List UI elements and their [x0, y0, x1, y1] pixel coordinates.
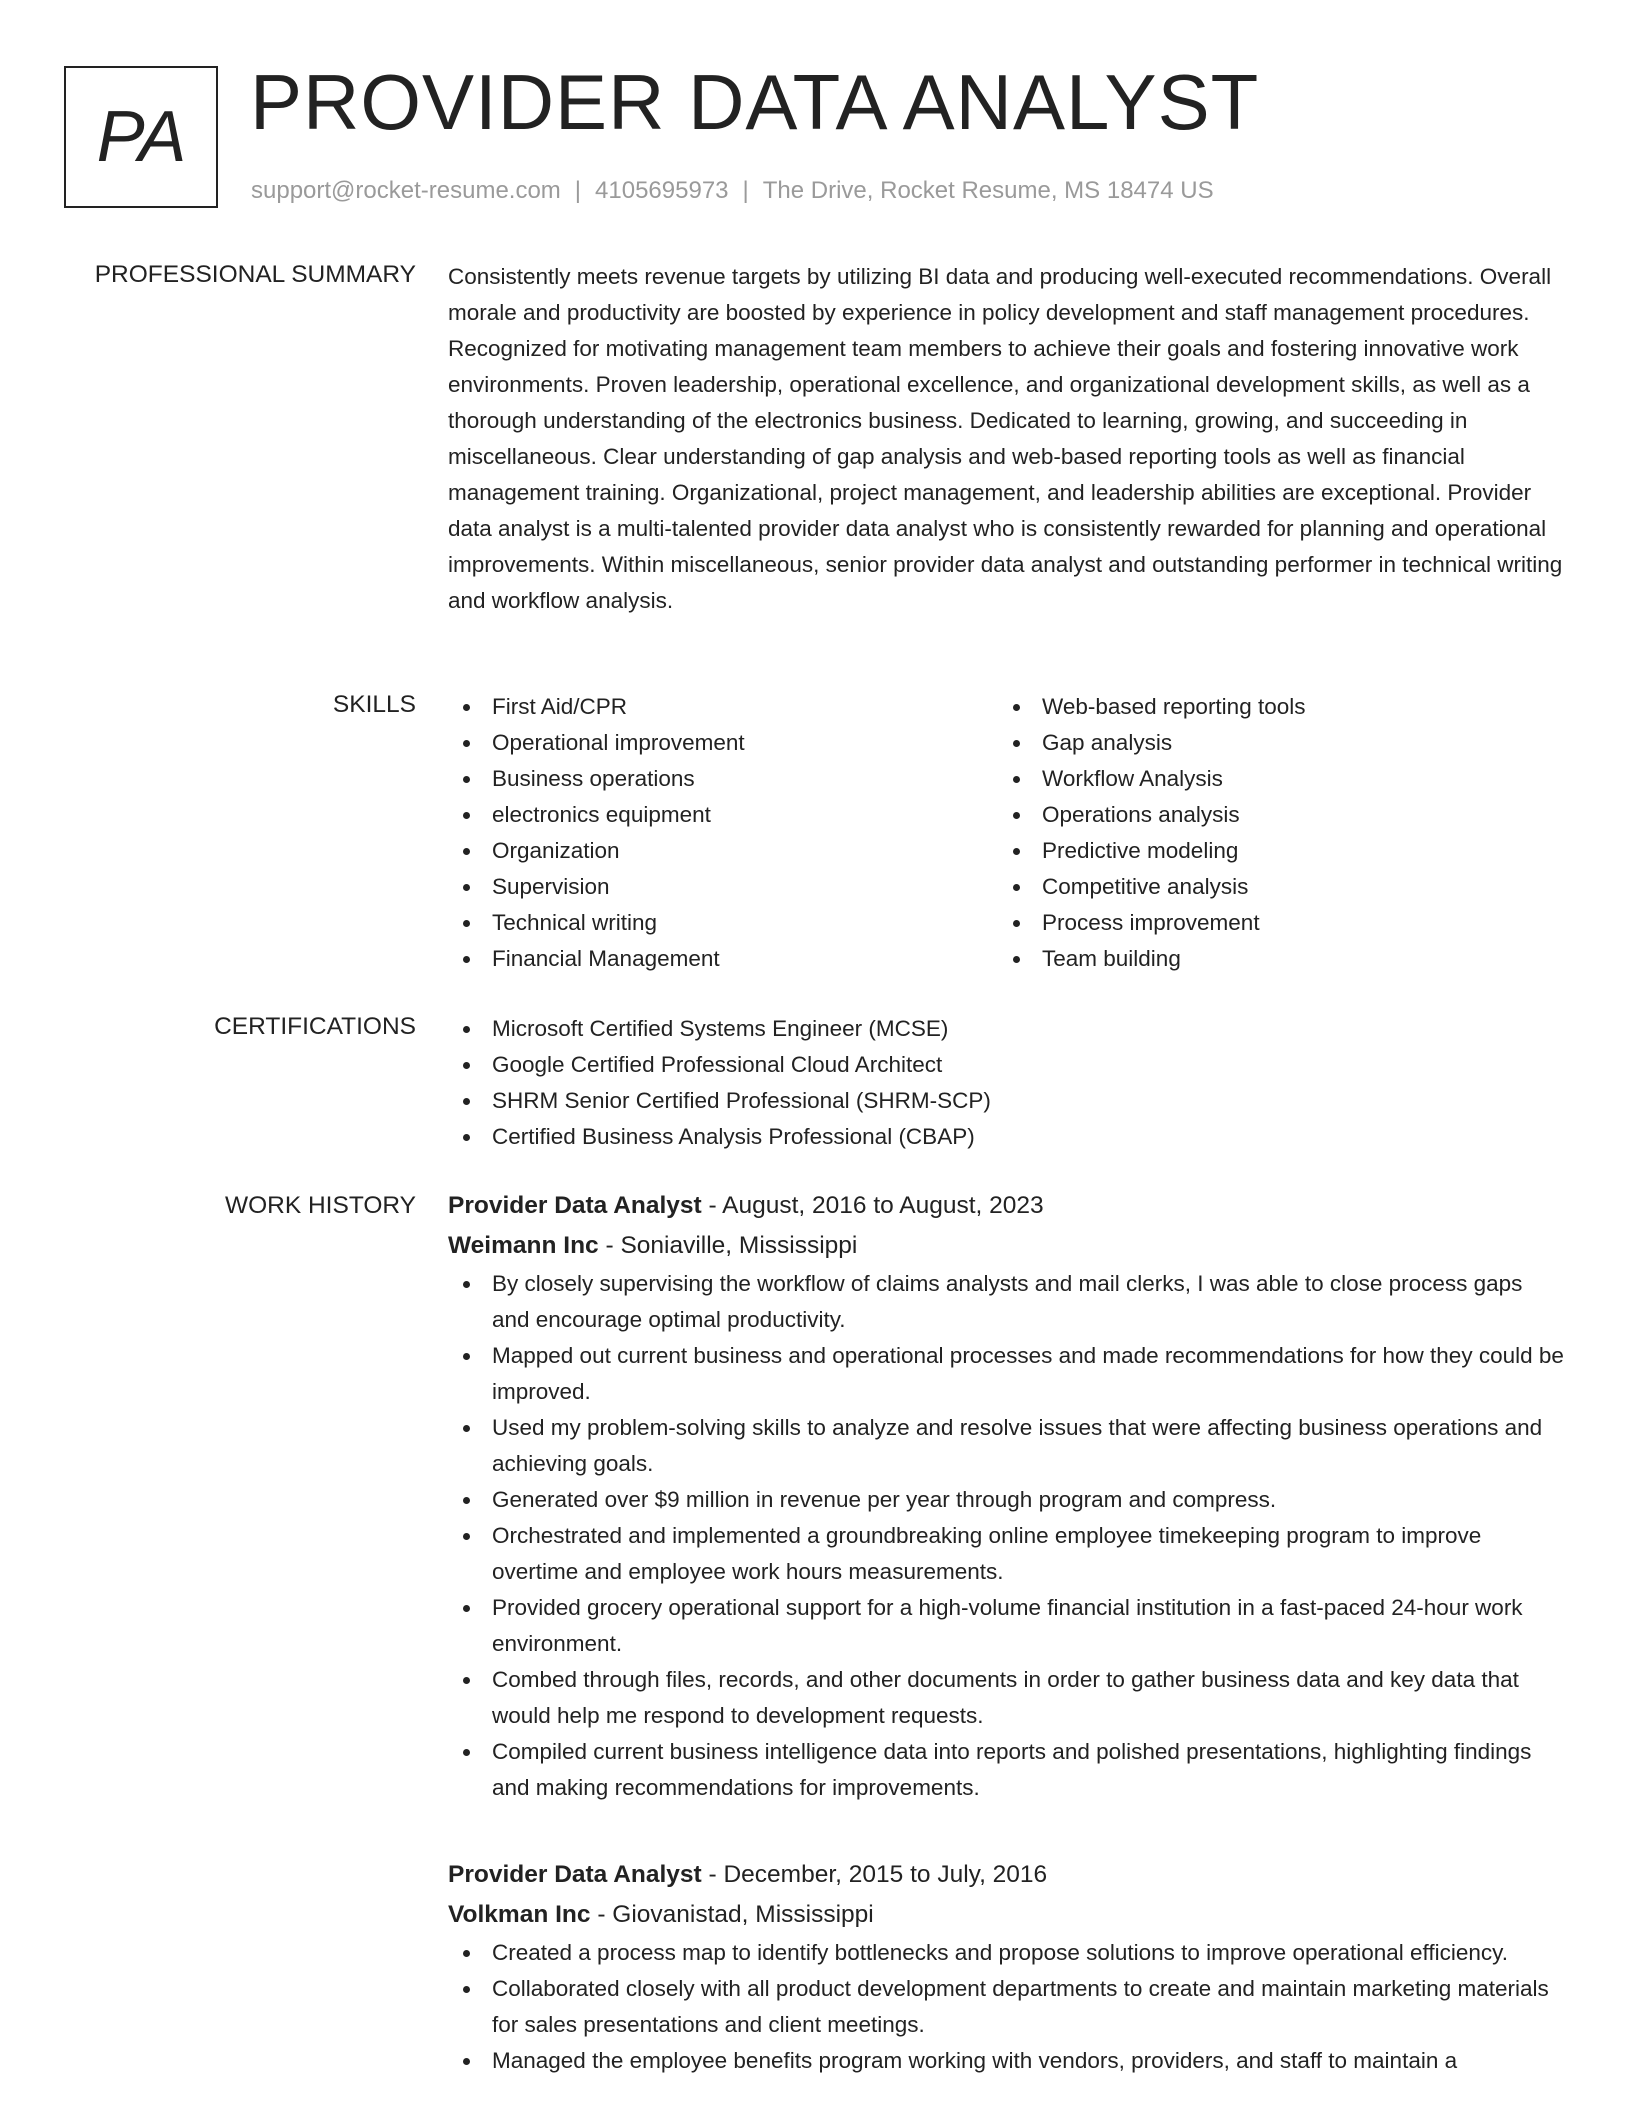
job-entry	[448, 1186, 1566, 1806]
job-location: - Giovanistad, Mississippi	[590, 1901, 874, 1928]
skills-heading: SKILLS	[332, 691, 416, 718]
job-title: Provider Data Analyst	[448, 1861, 702, 1888]
job-duty: Managed the employee benefits program working with vendors, providers, and staff to maintain a	[448, 2043, 1566, 2079]
job-duty: Collaborated closely with all product development departments to create and maintain marketing materials for sales presentations and client meetings.	[448, 1971, 1566, 2043]
work-history-heading: WORK HISTORY	[224, 1192, 416, 1219]
job-company: Weimann Inc	[448, 1232, 599, 1259]
job-duty: Combed through files, records, and other documents in order to gather business data and key data that would help me respond to development requests.	[448, 1662, 1566, 1734]
skill-item: Technical writing	[448, 905, 968, 941]
skills-list-right	[998, 689, 1518, 977]
skill-item: Process improvement	[998, 905, 1518, 941]
skill-item: Competitive analysis	[998, 869, 1518, 905]
skill-item: Web-based reporting tools	[998, 689, 1518, 725]
certification-item: Certified Business Analysis Professional (CBAP)	[448, 1119, 1566, 1155]
job-duty: Created a process map to identify bottlenecks and propose solutions to improve operational efficiency.	[448, 1935, 1566, 1971]
skill-item: electronics equipment	[448, 797, 968, 833]
contact-address: The Drive, Rocket Resume, MS 18474 US	[762, 177, 1214, 204]
certification-item: Microsoft Certified Systems Engineer (MCSE)	[448, 1011, 1566, 1047]
contact-phone: 4105695973	[595, 177, 729, 204]
job-duty: Provided grocery operational support for a high-volume financial institution in a fast-paced 24-hour work environment.	[448, 1590, 1566, 1662]
skill-item: Operations analysis	[998, 797, 1518, 833]
contact-line	[251, 174, 1214, 208]
skill-item: Business operations	[448, 761, 968, 797]
job-duty: By closely supervising the workflow of claims analysts and mail clerks, I was able to close process gaps and encourage optimal productivity.	[448, 1266, 1566, 1338]
job-duty: Used my problem-solving skills to analyze and resolve issues that were affecting business operations and achieving goals.	[448, 1410, 1566, 1482]
job-duty: Generated over $9 million in revenue per year through program and compress.	[448, 1482, 1566, 1518]
contact-email: support@rocket-resume.com	[251, 177, 561, 204]
summary-heading: PROFESSIONAL SUMMARY	[94, 261, 416, 288]
skill-item: Predictive modeling	[998, 833, 1518, 869]
job-company-line	[448, 1226, 1566, 1266]
job-entry	[448, 1855, 1566, 2079]
skill-item: Operational improvement	[448, 725, 968, 761]
skill-item: Supervision	[448, 869, 968, 905]
resume-title: PROVIDER DATA ANALYST	[250, 58, 1260, 146]
job-location: - Soniaville, Mississippi	[598, 1232, 858, 1259]
job-company-line	[448, 1895, 1566, 1935]
summary-text: Consistently meets revenue targets by utilizing BI data and producing well-executed recommendations. Overall morale and productivity are boosted by experience in policy development and staff management procedures. Recognized for motivating management team members to achieve their goals and fostering innovative work environments. Proven leadership, operational excellence, and organizational development skills, as well as a thorough understanding of the electronics business. Dedicated to learning, growing, and succeeding in miscellaneous. Clear understanding of gap analysis and web-based reporting tools as well as financial management training. Organizational, project management, and leadership abilities are exceptional. Provider data analyst is a multi-talented provider data analyst who is consistently rewarded for planning and operational improvements. Within miscellaneous, senior provider data analyst and outstanding performer in technical writing and workflow analysis.	[448, 264, 1563, 613]
job-duty: Orchestrated and implemented a groundbreaking online employee timekeeping program to improve overtime and employee work hours measurements.	[448, 1518, 1566, 1590]
job-title-line	[448, 1186, 1566, 1226]
monogram-box	[64, 66, 218, 208]
job-title: Provider Data Analyst	[448, 1192, 702, 1219]
skill-item: Organization	[448, 833, 968, 869]
certifications-list	[448, 1011, 1566, 1155]
skill-item: Team building	[998, 941, 1518, 977]
job-company: Volkman Inc	[448, 1901, 591, 1928]
contact-separator: |	[742, 177, 749, 204]
monogram-initials: PA	[96, 97, 186, 177]
certification-item: Google Certified Professional Cloud Architect	[448, 1047, 1566, 1083]
skill-item: First Aid/CPR	[448, 689, 968, 725]
job-title-line	[448, 1855, 1566, 1895]
skill-item: Gap analysis	[998, 725, 1518, 761]
job-duties-list	[448, 1266, 1566, 1806]
skills-list-left	[448, 689, 968, 977]
job-duty: Mapped out current business and operational processes and made recommendations for how they could be improved.	[448, 1338, 1566, 1410]
job-dates: - December, 2015 to July, 2016	[701, 1861, 1048, 1888]
job-duty: Compiled current business intelligence data into reports and polished presentations, highlighting findings and making recommendations for improvements.	[448, 1734, 1566, 1806]
contact-separator: |	[574, 177, 582, 204]
job-dates: - August, 2016 to August, 2023	[701, 1192, 1044, 1219]
skill-item: Financial Management	[448, 941, 968, 977]
certifications-heading: CERTIFICATIONS	[214, 1013, 416, 1040]
skill-item: Workflow Analysis	[998, 761, 1518, 797]
job-duties-list	[448, 1935, 1566, 2079]
certification-item: SHRM Senior Certified Professional (SHRM-SCP)	[448, 1083, 1566, 1119]
